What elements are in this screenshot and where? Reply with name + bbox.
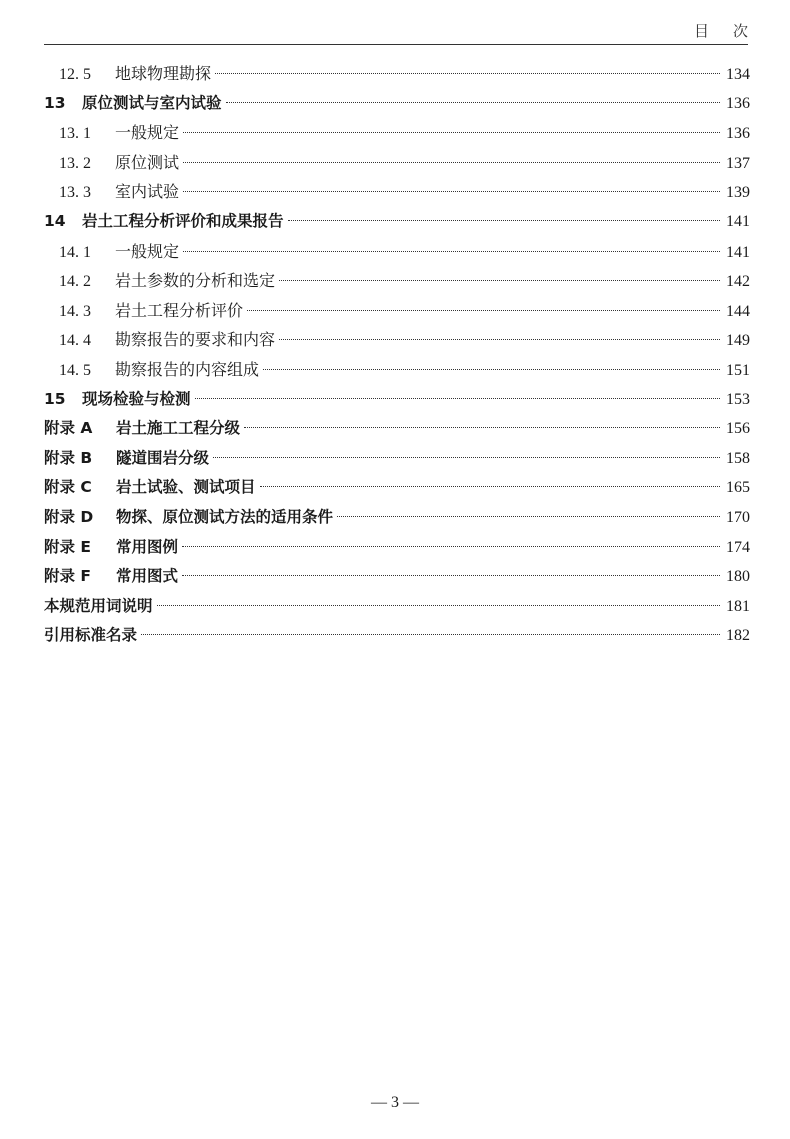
page-header bbox=[44, 18, 772, 45]
dot-leader bbox=[157, 605, 720, 606]
toc-entry-title: 一般规定 bbox=[115, 241, 180, 261]
dot-leader bbox=[226, 102, 720, 103]
toc-entry-number: 13 bbox=[44, 93, 66, 112]
dot-leader bbox=[182, 575, 720, 576]
toc-entry-number: 附录 E bbox=[44, 537, 91, 556]
toc-entry-page: 174 bbox=[726, 538, 750, 556]
toc-entry-title: 一般规定 bbox=[115, 123, 180, 143]
toc-entry-number: 14. 4 bbox=[59, 332, 91, 350]
toc-entry[interactable] bbox=[44, 325, 750, 355]
toc-entry-number: 13. 1 bbox=[59, 125, 91, 143]
toc-entry-number: 附录 F bbox=[44, 567, 91, 586]
toc-entry-page: 142 bbox=[726, 273, 750, 291]
toc-entry[interactable] bbox=[44, 473, 750, 503]
toc-entry-number: 15 bbox=[44, 389, 66, 408]
toc-entry-title: 地球物理勘探 bbox=[115, 64, 212, 83]
toc-entry[interactable] bbox=[44, 177, 750, 207]
toc-entry[interactable] bbox=[44, 533, 750, 563]
toc-entry-number: 12. 5 bbox=[59, 66, 91, 83]
toc-entry[interactable] bbox=[44, 266, 750, 296]
toc-entry-number: 附录 B bbox=[44, 448, 93, 467]
toc-entry-page: 136 bbox=[726, 125, 750, 143]
toc-entry-page: 141 bbox=[726, 212, 750, 230]
toc-entry-number: 附录 D bbox=[44, 507, 94, 526]
toc-entry-number: 14. 1 bbox=[59, 243, 91, 261]
toc-entry[interactable] bbox=[44, 385, 750, 415]
toc-entry-number: 14. 3 bbox=[59, 302, 91, 320]
toc-entry-title: 原位测试与室内试验 bbox=[82, 93, 222, 112]
dot-leader bbox=[244, 427, 720, 428]
toc-entry-title: 隧道围岩分级 bbox=[116, 448, 210, 467]
toc-entry[interactable] bbox=[44, 237, 750, 267]
toc-entry-page: 137 bbox=[726, 154, 750, 172]
toc-entry-number: 14 bbox=[44, 211, 66, 230]
toc-entry-number: 13. 2 bbox=[59, 154, 91, 172]
dot-leader bbox=[260, 486, 720, 487]
header-title: 目次 bbox=[693, 22, 772, 40]
toc-entry[interactable] bbox=[44, 355, 750, 385]
toc-entry-number: 附录 C bbox=[44, 478, 92, 497]
dot-leader bbox=[182, 546, 720, 547]
toc-entry-page: 165 bbox=[726, 479, 750, 497]
toc-entry-page: 139 bbox=[726, 184, 750, 202]
dot-leader bbox=[183, 132, 720, 133]
toc-entry-number: 14. 5 bbox=[59, 361, 91, 379]
toc-entry-page: 134 bbox=[726, 66, 750, 83]
toc-entry[interactable] bbox=[44, 562, 750, 592]
toc-entry-title: 岩土试验、测试项目 bbox=[116, 478, 256, 497]
dot-leader bbox=[247, 310, 720, 311]
toc-entry-title: 岩土工程分析评价和成果报告 bbox=[82, 211, 284, 230]
toc-entry-title: 岩土参数的分析和选定 bbox=[115, 271, 276, 291]
dot-leader bbox=[279, 339, 720, 340]
toc-entry-page: 144 bbox=[726, 302, 750, 320]
toc-entry-number: 13. 3 bbox=[59, 184, 91, 202]
toc-entry[interactable] bbox=[44, 444, 750, 474]
dot-leader bbox=[337, 516, 720, 517]
toc-entry[interactable] bbox=[44, 59, 750, 89]
toc-entry-page: 136 bbox=[726, 94, 750, 112]
dot-leader bbox=[215, 73, 720, 74]
dot-leader bbox=[195, 398, 720, 399]
toc-entry-title: 引用标准名录 bbox=[44, 626, 138, 645]
toc-entry-page: 156 bbox=[726, 420, 750, 438]
dot-leader bbox=[263, 369, 720, 370]
toc-entry-title: 常用图式 bbox=[116, 567, 179, 586]
toc-entry-page: 158 bbox=[726, 449, 750, 467]
toc-entry-title: 勘察报告的内容组成 bbox=[115, 359, 260, 379]
toc-entry-title: 原位测试 bbox=[115, 152, 180, 172]
toc-entry-number: 附录 A bbox=[44, 419, 93, 438]
dot-leader bbox=[183, 162, 720, 163]
toc-entry-title: 现场检验与检测 bbox=[82, 389, 191, 408]
page-number: — 3 — bbox=[371, 1094, 419, 1111]
dot-leader bbox=[183, 251, 720, 252]
toc-entry-page: 149 bbox=[726, 332, 750, 350]
dot-leader bbox=[141, 634, 720, 635]
dot-leader bbox=[288, 220, 720, 221]
toc-entry-page: 180 bbox=[726, 568, 750, 586]
toc-entry-title: 岩土工程分析评价 bbox=[115, 300, 244, 320]
toc-entry-title: 岩土施工工程分级 bbox=[116, 419, 241, 438]
toc-entry-title: 常用图例 bbox=[116, 537, 179, 556]
toc-entry-page: 141 bbox=[726, 243, 750, 261]
toc-entry-number: 14. 2 bbox=[59, 273, 91, 291]
toc-entry[interactable] bbox=[44, 148, 750, 178]
toc-entry[interactable] bbox=[44, 503, 750, 533]
toc-entry-page: 181 bbox=[726, 597, 750, 615]
toc-entry-title: 本规范用词说明 bbox=[44, 596, 153, 615]
toc-entry-title: 物探、原位测试方法的适用条件 bbox=[116, 507, 334, 526]
dot-leader bbox=[213, 457, 720, 458]
dot-leader bbox=[279, 280, 720, 281]
toc-entry-page: 182 bbox=[726, 627, 750, 645]
toc-entry[interactable] bbox=[44, 414, 750, 444]
table-of-contents bbox=[44, 59, 750, 651]
toc-entry[interactable] bbox=[44, 207, 750, 237]
toc-entry[interactable] bbox=[44, 296, 750, 326]
toc-entry-page: 153 bbox=[726, 390, 750, 408]
toc-entry[interactable] bbox=[44, 89, 750, 119]
toc-entry[interactable] bbox=[44, 592, 750, 622]
toc-entry[interactable] bbox=[44, 118, 750, 148]
toc-entry-title: 勘察报告的要求和内容 bbox=[115, 330, 276, 350]
toc-entry-page: 170 bbox=[726, 508, 750, 526]
toc-entry-title: 室内试验 bbox=[115, 182, 180, 202]
dot-leader bbox=[183, 191, 720, 192]
toc-entry[interactable] bbox=[44, 621, 750, 651]
toc-entry-page: 151 bbox=[726, 361, 750, 379]
